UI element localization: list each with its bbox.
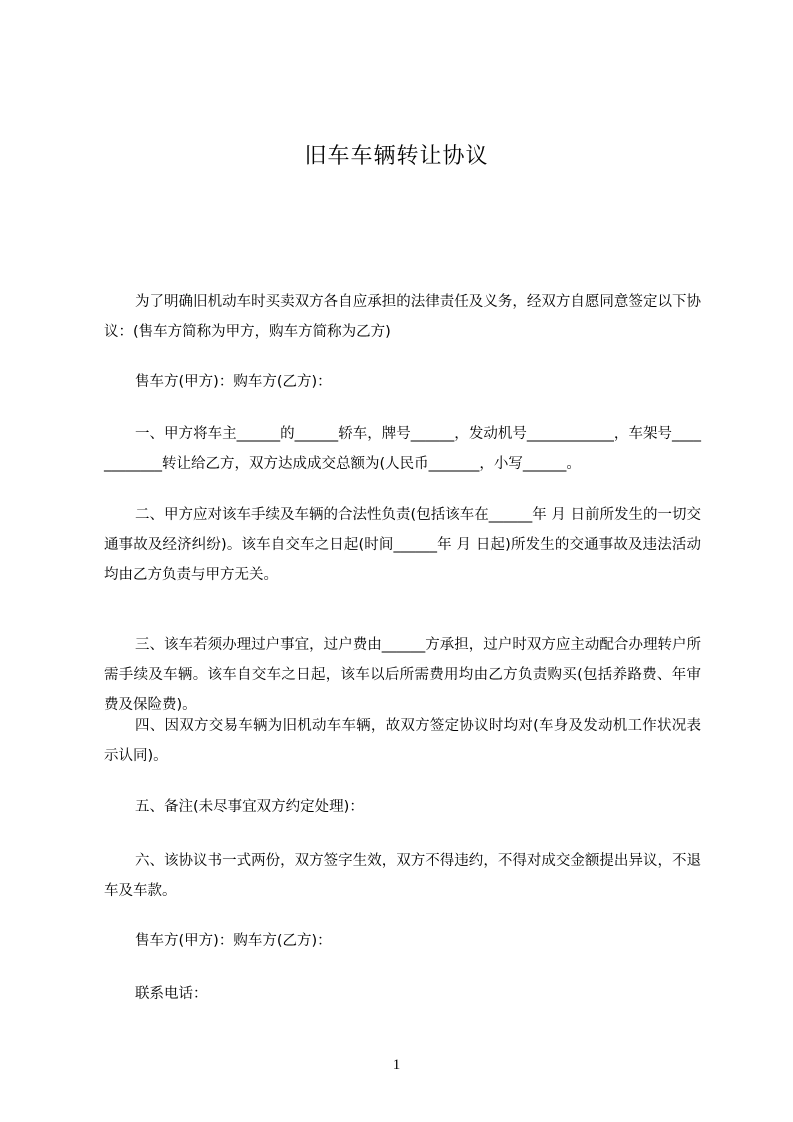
signature-parties-line: 售车方(甲方)：购车方(乙方)： [135,933,332,949]
document-title: 旧车车辆转让协议 [304,144,489,169]
intro-paragraph: 为了明确旧机动车时买卖双方各自应承担的法律责任及义务，经双方自愿同意签定以下协议：(售车方简称为甲方，购车方简称为乙方) [104,294,701,340]
contact-phone-line: 联系电话： [135,986,208,1002]
clause-2: 二、甲方应对该车手续及车辆的合法性负责(包括该车在______年 月 日前所发生的一切交通事故及经济纠纷)。该车自交车之日起(时间______年 月 日起)所发生的交通事故及违法活动均由乙方负责与甲方无关。 [104,507,701,583]
clause-6: 六、该协议书一式两份，双方签字生效，双方不得违约，不得对成交金额提出异议，不退车及车款。 [104,853,701,899]
parties-line: 售车方(甲方)：购车方(乙方)： [135,374,332,390]
clause-5-remarks: 五、备注(未尽事宜双方约定处理)： [135,799,364,815]
clause-1: 一、甲方将车主______的______轿车，牌号______，发动机号____________，车架号____________转让给乙方，双方达成成交总额为(人民币_______，小写______。 [104,426,701,472]
page-number: 1 [392,1057,401,1073]
clause-4: 四、因双方交易车辆为旧机动车车辆，故双方签定协议时均对(车身及发动机工作状况表示认同)。 [104,718,701,764]
clause-3: 三、该车若须办理过户事宜，过户费由______方承担，过户时双方应主动配合办理转户所需手续及车辆。该车自交车之日起，该车以后所需费用均由乙方负责购买(包括养路费、年审费及保险费)。 [104,637,701,713]
